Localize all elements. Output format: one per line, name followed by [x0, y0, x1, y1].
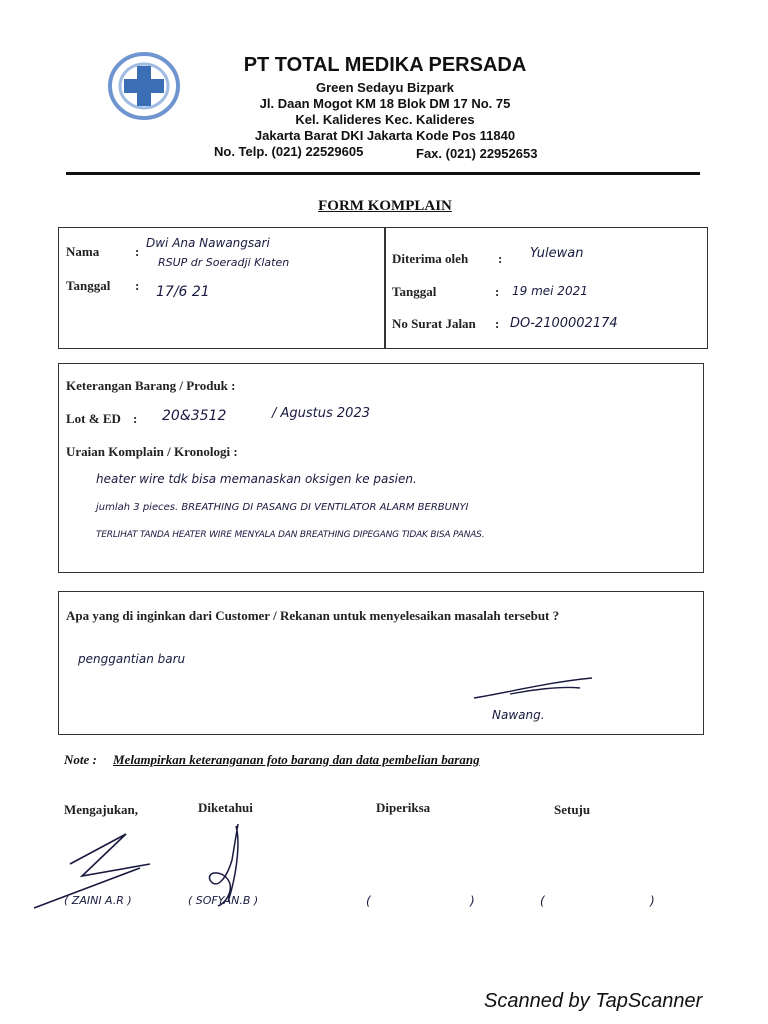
complaint-line-1: heater wire tdk bisa memanaskan oksigen ke pasien.	[96, 472, 417, 486]
company-phone: No. Telp. (021) 22529605	[214, 144, 364, 159]
note-prefix: Note :	[64, 752, 97, 767]
surat-colon: :	[495, 316, 500, 331]
address-line-2: Jl. Daan Mogot KM 18 Blok DM 17 No. 75	[259, 96, 511, 111]
product-box	[58, 363, 704, 573]
lot-label: Lot & ED	[66, 411, 121, 426]
complaint-line-2: jumlah 3 pieces. BREATHING DI PASANG DI VENTILATOR ALARM BERBUNYI	[96, 502, 469, 513]
info-divider	[384, 227, 386, 349]
note-text: Melampirkan keteranganan foto barang dan data pembelian barang	[113, 752, 480, 767]
sig-open-diperiksa: (	[366, 894, 371, 908]
address-line-1: Green Sedayu Bizpark	[316, 80, 454, 95]
scanner-footer: Scanned by TapScanner	[484, 990, 703, 1012]
complaint-line-3: TERLIHAT TANDA HEATER WIRE MENYALA DAN BREATHING DIPEGANG TIDAK BISA PANAS.	[96, 530, 485, 540]
company-logo-icon	[104, 48, 184, 124]
tanggal2-colon: :	[495, 284, 500, 299]
sig-close-setuju: )	[650, 894, 655, 908]
request-signature-name: Nawang.	[492, 708, 545, 722]
keterangan-label: Keterangan Barang / Produk :	[66, 378, 236, 393]
request-answer: penggantian baru	[78, 652, 186, 666]
lot-value: 20&3512	[162, 408, 227, 424]
surat-label: No Surat Jalan	[392, 316, 476, 331]
form-title: FORM KOMPLAIN	[318, 198, 452, 214]
tanggal-colon: :	[135, 278, 140, 293]
address-line-3: Kel. Kalideres Kec. Kalideres	[295, 112, 475, 127]
request-signature-icon	[470, 674, 600, 704]
sig-name-diketahui: ( SOFYAN.B )	[188, 894, 259, 907]
sig-label-diperiksa: Diperiksa	[376, 800, 431, 815]
sig-label-diketahui: Diketahui	[198, 800, 253, 815]
request-question: Apa yang di inginkan dari Customer / Rekanan untuk menyelesaikan masalah tersebut ?	[66, 608, 560, 623]
tanggal-value: 17/6 21	[156, 284, 210, 300]
sig-name-mengajukan: ( ZAINI A.R )	[64, 894, 132, 907]
diterima-value: Yulewan	[530, 246, 584, 261]
surat-value: DO-2100002174	[510, 316, 618, 331]
sig-open-setuju: (	[540, 894, 545, 908]
diterima-label: Diterima oleh	[392, 251, 469, 266]
tanggal2-label: Tanggal	[392, 284, 437, 299]
company-fax: Fax. (021) 22952653	[416, 146, 538, 161]
address-line-4: Jakarta Barat DKI Jakarta Kode Pos 11840	[254, 128, 516, 143]
company-name: PT TOTAL MEDIKA PERSADA	[243, 54, 527, 76]
tanggal-label: Tanggal	[66, 278, 111, 293]
sig-close-diperiksa: )	[470, 894, 475, 908]
tanggal2-value: 19 mei 2021	[512, 284, 588, 298]
nama-label: Nama	[66, 244, 100, 259]
ed-value: / Agustus 2023	[272, 406, 370, 421]
nama-value-1: Dwi Ana Nawangsari	[146, 236, 270, 250]
header-divider	[66, 172, 700, 175]
sig-label-mengajukan: Mengajukan,	[64, 802, 139, 817]
sig-label-setuju: Setuju	[554, 802, 591, 817]
diterima-colon: :	[498, 251, 503, 266]
lot-colon: :	[133, 411, 138, 426]
nama-colon: :	[135, 244, 140, 259]
nama-value-2: RSUP dr Soeradji Klaten	[158, 256, 290, 269]
uraian-label: Uraian Komplain / Kronologi :	[66, 444, 238, 459]
